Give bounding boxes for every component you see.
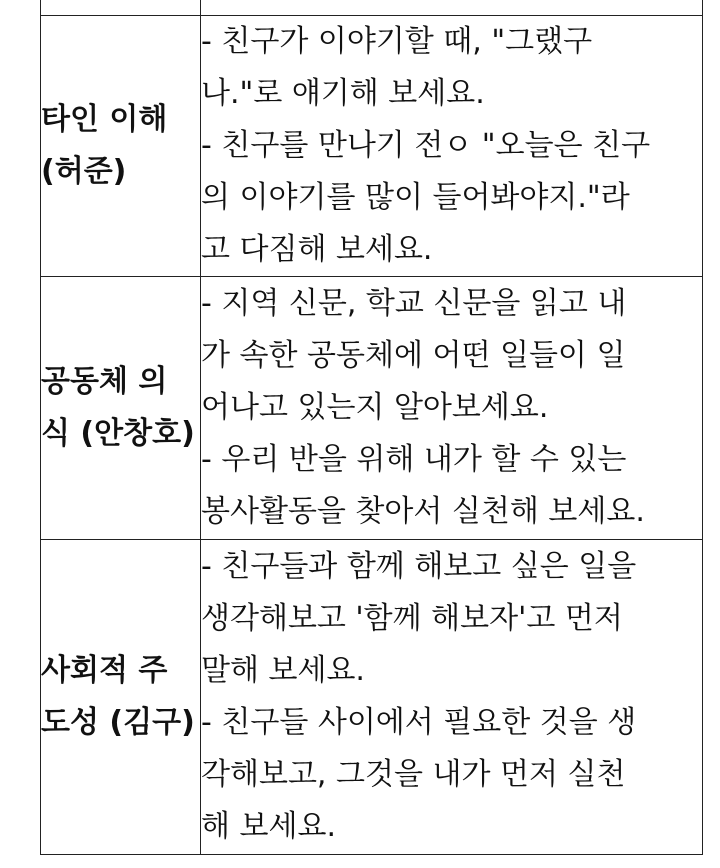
label-line: 식 (안창호) (41, 416, 195, 451)
content-line: 나."로 얘기해 보세요. (201, 76, 485, 111)
content-line: 봉사활동을 찾아서 실천해 보세요. (201, 494, 645, 529)
label-line: 도성 (김구) (41, 705, 195, 740)
content-cell (201, 277, 703, 540)
content-line: - 우리 반을 위해 내가 할 수 있는 (201, 442, 627, 477)
content-line: 해 보세요. (201, 809, 336, 844)
content-cell (201, 540, 703, 855)
content-line: 말해 보세요. (201, 653, 365, 688)
content-cell (201, 0, 703, 16)
content-cell (201, 16, 703, 277)
label-line: 사회적 주 (41, 653, 168, 688)
table-row-partial (41, 0, 703, 16)
activity-table (40, 0, 703, 855)
content-line: 어나고 있는지 알아보세요. (201, 390, 549, 425)
content-line: 의 이야기를 많이 들어봐야지."라 (201, 180, 630, 215)
content-line: - 친구가 이야기할 때, "그랬구 (201, 24, 593, 59)
table-row-community-awareness (41, 277, 703, 540)
label-cell (41, 277, 201, 540)
table-row-others-understanding (41, 16, 703, 277)
label-line: 공동체 의 (41, 364, 168, 399)
content-line: - 친구들과 함께 해보고 싶은 일을 (201, 549, 637, 584)
content-line: - 친구를 만나기 전ㅇ "오늘은 친구 (201, 128, 651, 163)
content-line: 각해보고, 그것을 내가 먼저 실천 (201, 757, 626, 792)
label-line: (허준) (41, 154, 127, 189)
label-line: 타인 이해 (41, 102, 168, 137)
content-line: 생각해보고 '함께 해보자'고 먼저 (201, 601, 623, 636)
content-line: 고 다짐해 보세요. (201, 232, 433, 267)
content-line: - 지역 신문, 학교 신문을 읽고 내 (201, 286, 627, 321)
content-line: 가 속한 공동체에 어떤 일들이 일 (201, 338, 626, 373)
label-cell (41, 16, 201, 277)
label-cell (41, 0, 201, 16)
label-cell (41, 540, 201, 855)
content-line: - 친구들 사이에서 필요한 것을 생 (201, 705, 637, 740)
table-row-social-initiative (41, 540, 703, 855)
